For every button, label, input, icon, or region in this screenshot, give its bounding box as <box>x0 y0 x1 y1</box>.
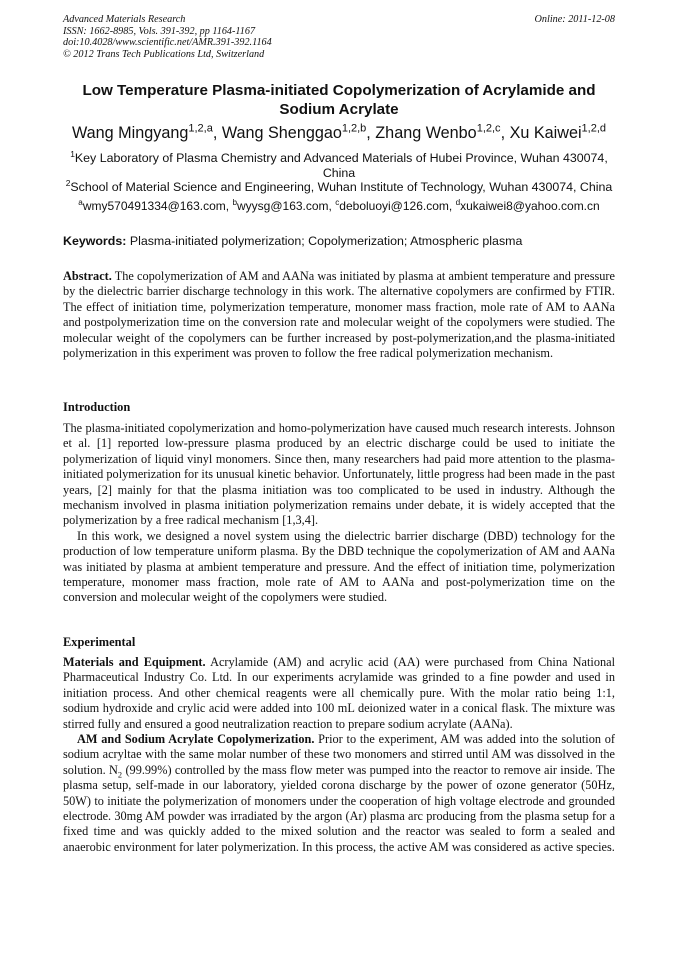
keywords <box>63 234 615 249</box>
author <box>510 124 606 142</box>
author-name: Xu Kaiwei <box>509 124 582 142</box>
email <box>335 199 455 213</box>
email-address: xukaiwei8@yahoo.com.cn <box>460 199 600 213</box>
abstract-label: Abstract. <box>63 269 112 283</box>
journal-issn: ISSN: 1662-8985, Vols. 391-392, pp 1164-1167 <box>63 25 256 37</box>
introduction-heading: Introduction <box>63 400 131 414</box>
author <box>222 124 375 142</box>
email-list <box>63 199 615 214</box>
email-mark: a <box>78 198 83 207</box>
subsection-title: AM and Sodium Acrylate Copolymerization. <box>77 732 315 747</box>
paper-title: Low Temperature Plasma-initiated Copolymerization of Acrylamide and Sodium Acrylate <box>82 82 596 118</box>
paragraph <box>63 732 615 855</box>
author-affiliation-mark: 1,2,d <box>581 122 607 135</box>
email-separator: , <box>448 199 456 213</box>
author-affiliation-mark: 1,2,a <box>188 122 213 135</box>
author-separator: , <box>212 124 222 142</box>
author-list <box>58 124 620 143</box>
paragraph-text: Prior to the experiment, AM was added into the solution of sodium acryltae with the same molar number of these two monomers and stirred until AM was dissolved in the solution. N <box>63 732 615 777</box>
subscript: 2 <box>117 770 123 780</box>
article-doi: doi:10.4028/www.scientific.net/AMR.391-392.1164 <box>63 37 272 49</box>
affiliation-1 <box>63 148 615 181</box>
email <box>232 199 335 213</box>
author-name: Wang Mingyang <box>71 124 189 142</box>
copyright-line: © 2012 Trans Tech Publications Ltd, Switzerland <box>63 48 265 60</box>
paragraph-text: (99.99%) controlled by the mass flow meter was pumped into the reactor to remove air inside. The plasma setup, self-made in our laboratory, yielded corona discharge by the power of ozone generator (50Hz, 50W) to initiate the polymerization of monomers under the cooperation of high voltage electrode and grounded electrode. 30mg AM powder was irradiated by the argon (Ar) plasma arc producing from the plasma setup for a fixed time and was quickly added to the mixed solution and the reactor was sealed to form a sealed and anaerobic environment for later polymerization. In this process, the active AM was considered as active species. <box>63 762 615 854</box>
journal-name: Advanced Materials Research <box>63 14 186 25</box>
email-mark: c <box>335 198 340 207</box>
paragraph: The plasma-initiated copolymerization and homo-polymerization have caused much research interests. Johnson et al. [1] reported low-pressure plasma produced by an electric discharge could be used to initiate the polymerization of liquid vinyl monomers. Since then, many researchers had paid more attention to the plasma-initiated polymerization for its unusual kinetic behavior. Unfortunately, little progress had been made in the past years, [2] mainly for that the plasma initiation was too complicated to be used in industry. Although the mechanism involved in plasma initiation polymerization remains under debate, it is widely accepted that the polymerization by a free radical mechanism [1,3,4]. <box>63 421 615 528</box>
email <box>456 199 600 213</box>
paragraph-text: Acrylamide (AM) and acrylic acid (AA) were purchased from China National Pharmaceutical Industry Co. Ltd. In our experiments acrylamide was grinded to a fine powder and used in initiation process. And other chemical reagents were all chemically pure. With the molar ratio being 1:1, sodium hydroxide and crylic acid were added into 100 mL deionized water in a conical flask. The mixture was stirred fully and ensured a good neutralization reaction to prepare sodium acrylate (AANa). <box>63 655 615 731</box>
email-address: wmy570491334@163.com <box>82 199 226 213</box>
email-separator: , <box>328 199 336 213</box>
affiliation-2 <box>63 177 615 195</box>
email-address: wyysg@163.com <box>237 199 329 213</box>
paragraph <box>63 655 615 732</box>
journal-header <box>63 14 615 60</box>
experimental-heading: Experimental <box>63 635 136 649</box>
introduction-section <box>63 421 615 606</box>
affiliation-text: Key Laboratory of Plasma Chemistry and Advanced Materials of Hubei Province, Wuhan 430074, China <box>74 151 608 180</box>
author <box>72 124 222 142</box>
email-separator: , <box>225 199 233 213</box>
online-date: Online: 2011-12-08 <box>534 14 615 25</box>
keywords-text: Plasma-initiated polymerization; Copolymerization; Atmospheric plasma <box>129 234 523 248</box>
author <box>375 124 509 142</box>
experimental-section <box>63 655 615 855</box>
affiliation-text: School of Material Science and Engineering, Wuhan Institute of Technology, Wuhan 430074, China <box>70 180 613 194</box>
email-mark: b <box>232 198 237 207</box>
author-name: Wang Shenggao <box>221 124 342 142</box>
author-affiliation-mark: 1,2,b <box>341 122 367 135</box>
abstract-paragraph <box>63 269 615 361</box>
email <box>78 199 232 213</box>
paragraph: In this work, we designed a novel system using the dielectric barrier discharge (DBD) technology for the production of low temperature uniform plasma. By the DBD technique the copolymerization of AM and AANa was initiated by plasma at ambient temperature and pressure. And the effect of initiation time, polymerization temperature, monomer mass fraction, mole rate of AM to AANa and post-polymerization time on the conversion and molecular weight of the copolymers were studied. <box>63 528 615 605</box>
keywords-label: Keywords: <box>63 234 127 248</box>
author-affiliation-mark: 1,2,c <box>476 122 501 135</box>
author-separator: , <box>366 124 376 142</box>
affiliation-mark: 1 <box>70 148 75 159</box>
abstract-text: The copolymerization of AM and AANa was initiated by plasma at ambient temperature and pressure by the dielectric barrier discharge technology in this work. The alternative copolymers are confirmed by FTIR. The effect of initiation time, polymerization temperature, monomer mass fraction, mole rate of AM to AANa and postpolymerization time on the conversion rate and molecular weight of the copolymers were studied. The molecular weight of the copolymers can be further increased by post-polymerization,and the plasma-initiated polymerization in this experiment was proven to follow the free radical polymerization mechanism. <box>63 269 615 361</box>
email-mark: d <box>455 198 461 207</box>
author-name: Zhang Wenbo <box>375 124 477 142</box>
affiliation-mark: 2 <box>65 177 71 188</box>
abstract <box>63 269 615 361</box>
author-separator: , <box>500 124 510 142</box>
subsection-title: Materials and Equipment. <box>63 655 206 669</box>
email-address: deboluoyi@126.com <box>339 199 449 213</box>
